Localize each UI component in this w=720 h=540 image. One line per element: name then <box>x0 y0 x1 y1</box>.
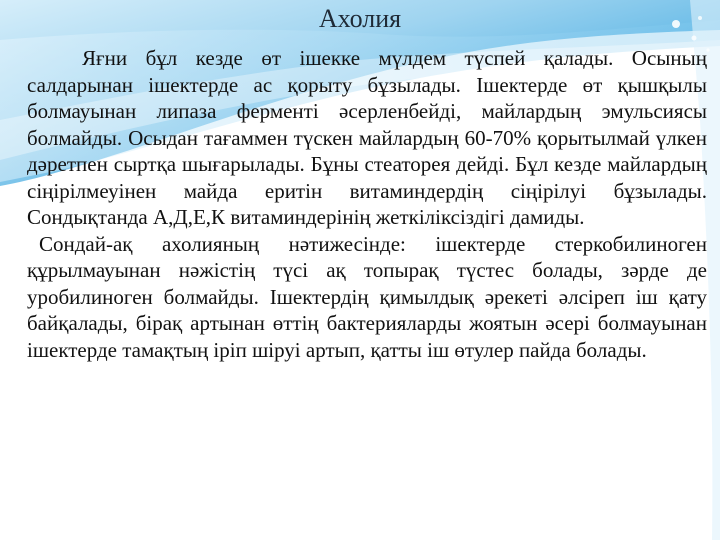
slide-title: Ахолия <box>318 4 402 33</box>
paragraph: Яғни бұл кезде өт ішекке мүлдем түспей қалады. Осының салдарынан ішектерде ас қорыту бұзылады. Ішектерде өт қышқылы болмауынан липаза ферменті әсерленбейді, майлардың эмульсиясы болмайды. Осыдан тағаммен түскен майлардың 60-70% қорытылмай үлкен дәретпен сыртқа шығарылады. Бұны стеаторея дейді. Бұл кезде майлардың сіңірілмеуінен майда еритін витаминдердің сіңірілуі бұзылады. Сондықтанда А,Д,Е,К витаминдерінің жеткіліксіздігі дамиды. <box>27 46 707 229</box>
slide-body <box>27 45 707 363</box>
paragraph: Сондай-ақ ахолияның нәтижесінде: ішектерде стеркобилиноген құрылмауынан нәжістің түсі ақ топырақ түстес болады, зәрде де уробилиноген болмайды. Ішектердің қимылдық әрекеті әлсіреп іш қату байқалады, бірақ артынан өттің бактерияларды жоятын әсері болмауынан ішектерде тамақтың іріп шіруі артып, қатты іш өтулер пайда болады. <box>27 231 707 362</box>
